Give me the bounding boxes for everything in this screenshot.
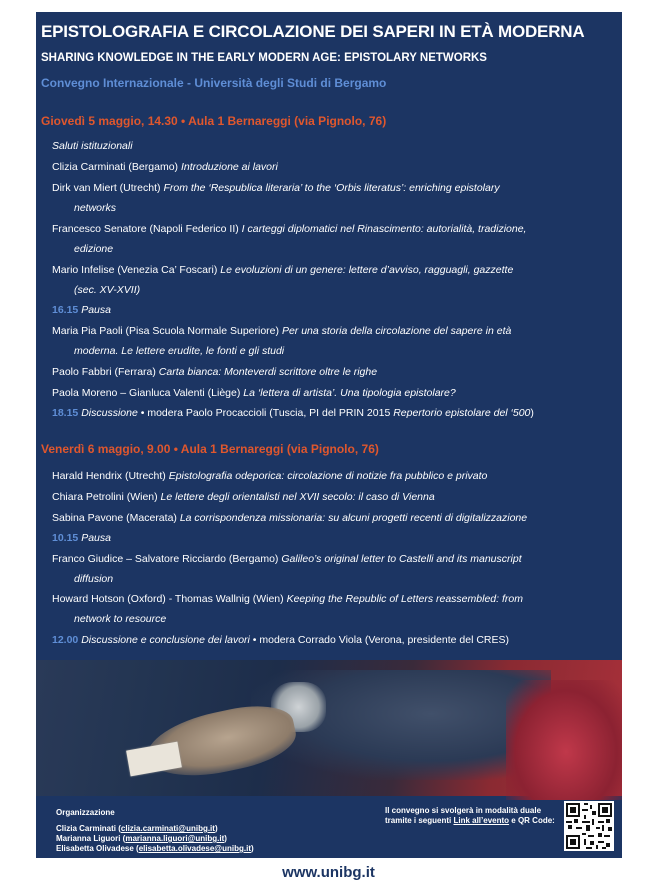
event-link[interactable]: Link all’evento	[453, 816, 510, 825]
program-row: Dirk van Miert (Utrecht) From the ‘Respublica literaria’ to the ‘Orbis literatus’: enriching epistolary networks	[52, 182, 500, 214]
painting-drapery	[506, 680, 622, 800]
program-row: 10.15 Pausa	[52, 532, 111, 544]
program-row: Saluti istituzionali	[52, 140, 133, 152]
program-row: Paolo Fabbri (Ferrara) Carta bianca: Monteverdi scrittore oltre le righe	[52, 366, 378, 378]
program-row: Sabina Pavone (Macerata) La corrispondenza missionaria: su alcuni progetti recenti di digitalizzazione	[52, 512, 528, 524]
poster	[36, 12, 622, 858]
painting-hand-letter	[36, 660, 622, 796]
organizer-email-link[interactable]: clizia.carminati@unibg.it	[120, 824, 215, 833]
program-row: Franco Giudice – Salvatore Ricciardo (Bergamo) Galileo’s original letter to Castelli and its manuscript diffusion	[52, 553, 522, 585]
qr-code-icon[interactable]	[564, 801, 614, 851]
conference-line: Convegno Internazionale - Università degli Studi di Bergamo	[41, 76, 387, 90]
page-subtitle: SHARING KNOWLEDGE IN THE EARLY MODERN AGE: EPISTOLARY NETWORKS	[41, 52, 487, 64]
organization-heading: Organizzazione	[56, 808, 115, 817]
day2-heading: Venerdì 6 maggio, 9.00 • Aula 1 Bernareggi (via Pignolo, 76)	[41, 442, 379, 456]
program-row: Howard Hotson (Oxford) - Thomas Wallnig (Wien) Keeping the Republic of Letters reassembled: from network to resource	[52, 593, 523, 625]
program-row: Mario Infelise (Venezia Ca’ Foscari) Le evoluzioni di un genere: lettere d’avviso, ragguagli, gazzette (sec. XV-XVII)	[52, 264, 514, 296]
organizer-line: Marianna Liguori (marianna.liguori@unibg.it)	[56, 834, 227, 843]
event-note: Il convegno si svolgerà in modalità duale tramite i seguenti Link all’evento e QR Code:	[385, 806, 555, 825]
organizer-email-link[interactable]: marianna.liguori@unibg.it	[125, 834, 225, 843]
organizer-email-link[interactable]: elisabetta.olivadese@unibg.it	[138, 844, 251, 853]
website-link[interactable]: www.unibg.it	[282, 864, 375, 881]
program-row: 12.00 Discussione e conclusione dei lavori • modera Corrado Viola (Verona, presidente del CRES)	[52, 634, 509, 646]
program-row: Harald Hendrix (Utrecht) Epistolografia odeporica: circolazione di notizie fra pubblico e privato	[52, 470, 488, 482]
organizer-line: Clizia Carminati (clizia.carminati@unibg.it)	[56, 824, 218, 833]
program-row: Chiara Petrolini (Wien) Le lettere degli orientalisti nel XVII secolo: il caso di Vienna	[52, 491, 435, 503]
program-row: Clizia Carminati (Bergamo) Introduzione ai lavori	[52, 161, 278, 173]
program-row: 16.15 Pausa	[52, 304, 111, 316]
organizer-line: Elisabetta Olivadese (elisabetta.olivadese@unibg.it)	[56, 844, 254, 853]
program-row: 18.15 Discussione • modera Paolo Procaccioli (Tuscia, PI del PRIN 2015 Repertorio epistolare del ‘500)	[52, 407, 534, 419]
program-row: Maria Pia Paoli (Pisa Scuola Normale Superiore) Per una storia della circolazione del sapere in età moderna. Le lettere erudite, le fonti e gli studi	[52, 325, 512, 357]
program-row: Paola Moreno – Gianluca Valenti (Liège) La ‘lettera di artista’. Una tipologia epistolare?	[52, 387, 456, 399]
day1-heading: Giovedì 5 maggio, 14.30 • Aula 1 Bernareggi (via Pignolo, 76)	[41, 114, 387, 128]
program-row: Francesco Senatore (Napoli Federico II) I carteggi diplomatici nel Rinascimento: autorialità, tradizione, edizione	[52, 223, 527, 255]
page-title: EPISTOLOGRAFIA E CIRCOLAZIONE DEI SAPERI IN ETÀ MODERNA	[41, 22, 585, 41]
